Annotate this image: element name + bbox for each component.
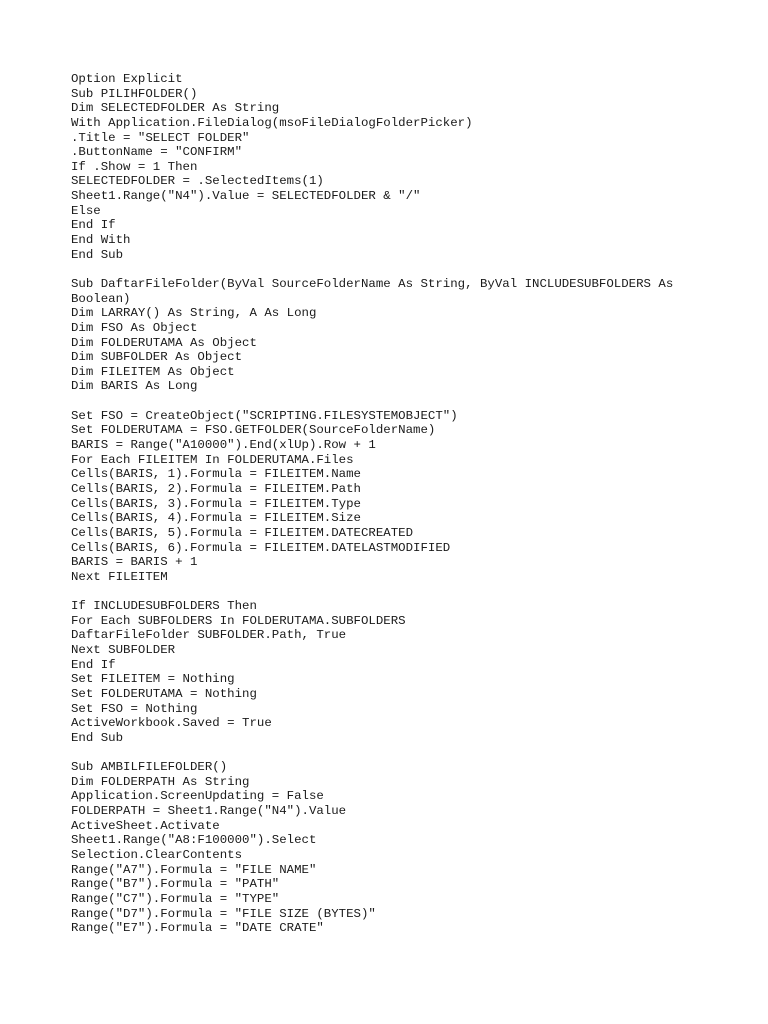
code-line: Cells(BARIS, 4).Formula = FILEITEM.Size xyxy=(71,511,361,526)
code-line: End Sub xyxy=(71,730,124,745)
code-line: Range("A7").Formula = "FILE NAME" xyxy=(71,862,317,877)
code-line xyxy=(71,745,701,760)
code-line: Dim SELECTEDFOLDER As String xyxy=(71,101,280,116)
code-line: Else xyxy=(71,203,101,218)
code-line: For Each SUBFOLDERS In FOLDERUTAMA.SUBFOLDERS xyxy=(71,613,406,628)
code-line: Cells(BARIS, 1).Formula = FILEITEM.Name xyxy=(71,467,361,482)
code-line: Application.ScreenUpdating = False xyxy=(71,789,324,804)
code-line: Selection.ClearContents xyxy=(71,847,243,862)
code-line: Dim SUBFOLDER As Object xyxy=(71,350,243,365)
code-line: ActiveWorkbook.Saved = True xyxy=(71,716,272,731)
code-line: Next SUBFOLDER xyxy=(71,642,176,657)
code-line: Dim BARIS As Long xyxy=(71,379,198,394)
code-line: With Application.FileDialog(msoFileDialogFolderPicker) xyxy=(71,115,473,130)
code-line: Cells(BARIS, 6).Formula = FILEITEM.DATELASTMODIFIED xyxy=(71,540,451,555)
code-line: Sub PILIHFOLDER() xyxy=(71,86,198,101)
code-line xyxy=(71,394,701,409)
code-line: Sheet1.Range("N4").Value = SELECTEDFOLDER & "/" xyxy=(71,189,421,204)
code-listing xyxy=(71,72,701,936)
code-line: Cells(BARIS, 5).Formula = FILEITEM.DATECREATED xyxy=(71,525,414,540)
code-line: ActiveSheet.Activate xyxy=(71,818,220,833)
code-line: Set FOLDERUTAMA = FSO.GETFOLDER(SourceFolderName) xyxy=(71,423,436,438)
code-line: If .Show = 1 Then xyxy=(71,159,198,174)
code-line: Sub AMBILFILEFOLDER() xyxy=(71,760,228,775)
code-line: FOLDERPATH = Sheet1.Range("N4").Value xyxy=(71,804,347,819)
code-line: .Title = "SELECT FOLDER" xyxy=(71,130,250,145)
code-line: Set FOLDERUTAMA = Nothing xyxy=(71,686,257,701)
code-line: Set FILEITEM = Nothing xyxy=(71,672,235,687)
code-line: Sheet1.Range("A8:F100000").Select xyxy=(71,833,317,848)
code-line: Sub DaftarFileFolder(ByVal SourceFolderName As String, ByVal INCLUDESUBFOLDERS As xyxy=(71,276,674,291)
code-line: Boolean) xyxy=(71,291,131,306)
code-line: Set FSO = CreateObject("SCRIPTING.FILESYSTEMOBJECT") xyxy=(71,408,458,423)
code-line: .ButtonName = "CONFIRM" xyxy=(71,145,243,160)
code-line xyxy=(71,262,701,277)
code-line: Dim LARRAY() As String, A As Long xyxy=(71,306,317,321)
code-line: Dim FILEITEM As Object xyxy=(71,364,235,379)
code-line xyxy=(71,584,701,599)
code-line: BARIS = BARIS + 1 xyxy=(71,555,198,570)
code-line: End Sub xyxy=(71,247,124,262)
code-line: Range("E7").Formula = "DATE CRATE" xyxy=(71,921,324,936)
code-line: Cells(BARIS, 3).Formula = FILEITEM.Type xyxy=(71,496,361,511)
code-line: DaftarFileFolder SUBFOLDER.Path, True xyxy=(71,628,347,643)
code-line: Range("C7").Formula = "TYPE" xyxy=(71,891,280,906)
code-line: End If xyxy=(71,657,116,672)
code-line: For Each FILEITEM In FOLDERUTAMA.Files xyxy=(71,452,354,467)
code-line: Next FILEITEM xyxy=(71,569,168,584)
code-line: Set FSO = Nothing xyxy=(71,701,198,716)
code-line: End With xyxy=(71,233,131,248)
code-line: BARIS = Range("A10000").End(xlUp).Row + 1 xyxy=(71,438,376,453)
code-line: Range("D7").Formula = "FILE SIZE (BYTES)" xyxy=(71,906,376,921)
code-line: Dim FSO As Object xyxy=(71,320,198,335)
code-line: SELECTEDFOLDER = .SelectedItems(1) xyxy=(71,174,324,189)
code-line: Option Explicit xyxy=(71,72,183,86)
code-line: Dim FOLDERUTAMA As Object xyxy=(71,335,257,350)
code-line: Range("B7").Formula = "PATH" xyxy=(71,877,280,892)
code-line: If INCLUDESUBFOLDERS Then xyxy=(71,599,257,614)
code-line: Dim FOLDERPATH As String xyxy=(71,774,250,789)
code-line: End If xyxy=(71,218,116,233)
code-line: Cells(BARIS, 2).Formula = FILEITEM.Path xyxy=(71,481,361,496)
